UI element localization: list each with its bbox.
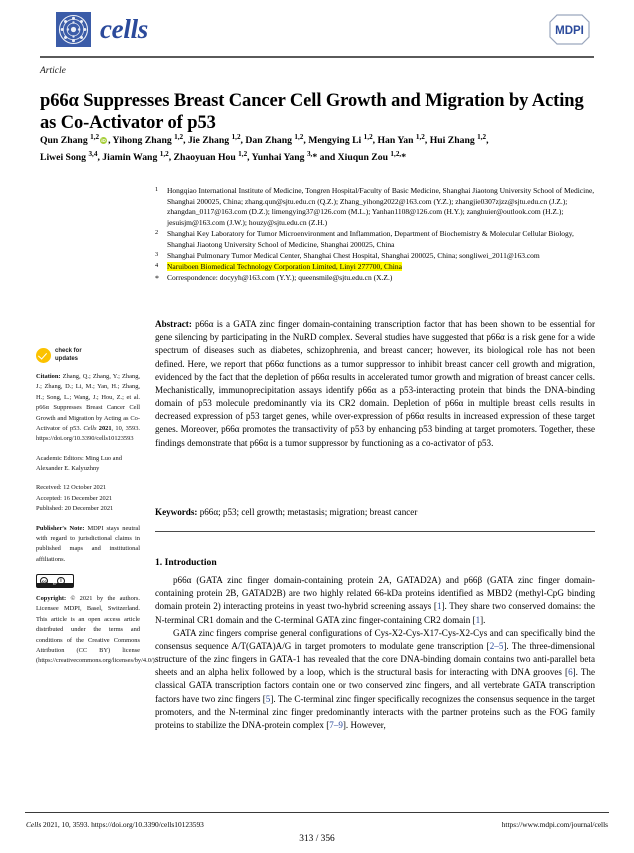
paragraph-1-part-c: ].: [480, 614, 486, 625]
abstract-label: Abstract:: [155, 319, 192, 329]
check-for-updates-label: [55, 348, 82, 363]
academic-editors-block: [36, 454, 140, 475]
published-row: [36, 504, 140, 514]
affiliation-text-highlight: [167, 262, 595, 273]
article-type-label: Article: [40, 66, 66, 76]
publishers-note-block: [36, 524, 140, 566]
affiliation-marker: 1: [155, 186, 159, 193]
affiliation-text: Shanghai Key Laboratory for Tumor Microenvironment and Inflammation, Department of Biochemistry & Molecular Cellular Biology, Shanghai Jiaotong University School of Medicine, Shanghai 200025, China: [167, 229, 574, 249]
published-label: Published:: [36, 505, 63, 513]
keywords-divider: [155, 531, 595, 532]
sidebar: [36, 348, 157, 676]
header-divider: [40, 56, 594, 58]
author-first-name: Qun Zhang: [40, 135, 91, 147]
affiliation-list: [155, 186, 595, 285]
published-value: 20 December 2021: [63, 505, 114, 513]
footer-citation: [26, 820, 204, 829]
accepted-row: [36, 494, 140, 504]
citation-label: Citation:: [36, 373, 61, 380]
affiliation-text: Shanghai Pulmonary Tumor Medical Center, Shanghai Chest Hospital, Shanghai 200025, China; songliwei_2011@163.com: [167, 250, 540, 260]
author-list-remainder: , Yihong Zhang $^{1,2}$, Jie Zhang $^{1,2}$, Dan Zhang $^{1,2}$, Mengying Li $^{1,2}$, Han Yan $^{1,2}$, Hui Zhang $^{1,2}$, Liwei Song $^{3,4}$, Jiamin Wang $^{1,2}$, Zhaoyuan Hou $^{1,2}$, Yunhai Yang $^{3,}$* and Xiuqun Zou $^{1,2,}$*: [40, 133, 489, 164]
paragraph-1-part-a: p66α (GATA zinc finger domain-containing protein 2A, GATAD2A) and p66β (GATA zinc finger domain-containing protein 2B, GATAD2B) are two highly related 66-kDa proteins identified as MBD2 (methyl-CpG binding domain protein 2) interacting proteins in yeast two-hybrid screening assays [: [155, 575, 595, 612]
affiliation-item: [155, 186, 595, 229]
received-row: [36, 483, 140, 493]
paragraph-2: [155, 627, 595, 732]
footer-journal-url[interactable]: https://www.mdpi.com/journal/cells: [501, 820, 608, 829]
author-first-affil-marks: 1,2: [90, 133, 100, 141]
keywords-label: Keywords:: [155, 507, 198, 517]
cc-by-person-icon: i: [57, 577, 65, 585]
cc-circle-icon: cc: [41, 578, 47, 584]
publishers-note-text: MDPI stays neutral with regard to jurisdictional claims in published maps and institutional affiliations.: [36, 524, 141, 563]
paragraph-2-part-a: GATA zinc fingers comprise general configurations of Cys-X2-Cys-X17-Cys-X2-Cys and can specifically bind the consensus sequence A/T(GATA)A/G in target promoters to modulate gene transcription [: [155, 627, 595, 651]
copyright-label: Copyright:: [36, 595, 67, 602]
correspondence-item: [155, 273, 595, 284]
correspondence-text: Correspondence: docyyh@163.com (Y.Y.); queensmile@sjtu.edu.cn (X.Z.): [167, 273, 393, 283]
footer-citation-rest[interactable]: 2021, 10, 3593. https://doi.org/10.3390/cells10123593: [41, 820, 204, 829]
mdpi-logo-text: MDPI: [555, 25, 584, 37]
citation-block: [36, 372, 140, 445]
checkmark-icon: [36, 348, 51, 363]
paragraph-1-part-b: ]. They share two conserved domains: the N-terminal CR1 domain and the C-terminal GATA zinc finger-containing CR2 domain [: [155, 601, 595, 625]
abstract-block: [155, 318, 595, 450]
check-for-updates-badge[interactable]: [36, 348, 140, 363]
affiliation-marker: 4: [155, 261, 159, 269]
publishers-note-label: Publisher's Note:: [36, 524, 85, 532]
citation-journal: Cells: [83, 424, 97, 432]
copyright-text[interactable]: © 2021 by the authors. Licensee MDPI, Basel, Switzerland. This article is an open access article distributed under the terms and conditions of the Creative Commons Attribution (CC BY) license (https://creativecommons.org/licenses/by/4.0/).: [36, 595, 157, 665]
affiliation-text: Hongqiao International Institute of Medicine, Tongren Hospital/Faculty of Basic Medicine, Shanghai Jiaotong University School of Medicine, Shanghai 200025, China; zhang.qun@sjtu.edu.cn (Q.Z.); Zhang_yihong2022@163.com (Y.Z.); zhangjie0307zjzz@sjtu.edu.cn (J.Z.); zhangdan_0117@163.com (D.Z.); limengying37@126.com (M.L.); Yanhan1108@126.com (H.Y.); zanghuier@outlook.com (H.Z.); jesuisjm@163.com (J.W.); houzy@sjtu.edu.cn (Z.H.): [167, 186, 595, 227]
copyright-block: [36, 594, 157, 667]
received-value: 12 October 2021: [61, 484, 107, 492]
orcid-icon[interactable]: [100, 137, 107, 144]
keywords-text: p66α; p53; cell growth; metastasis; migration; breast cancer: [197, 507, 418, 517]
highlight-mark: Naruiboen Biomedical Technology Corporation Limited, Linyi 277700, China: [167, 261, 402, 271]
creative-commons-icon: [36, 574, 74, 588]
cfu-line-1: check for: [55, 348, 82, 355]
paragraph-2-part-c: ]. The classical GATA transcription factors contain one or two conserved zinc fingers, and all vertebrate GATA transcription factors have two zinc fingers [: [155, 667, 595, 704]
abstract-text: p66α is a GATA zinc finger domain-containing transcription factor that has been shown to be essential for gene silencing by participating in the NuRD complex. Several studies have suggested that p66α is a risk gene for a wide spectrum of diseases such as diabetes, schizophrenia, and breast cancer; however, its biological role has not been defined. Here, we report that p66α functions as a tumor suppressor to inhibit breast cancer cell growth and migration, evidenced by the fact that the depletion of p66α results in accelerated tumor growth and migration of breast cancer cells. Mechanistically, immunoprecipitation assays identify p66α as a p53-interacting protein that binds the DNA-binding domain of p53 molecule predominantly via its CR2 domain. Depletion of p66α in multiple breast cells results in decreased expression of p53 target genes, while over-expression of p66α results in increased expression of these target genes. Moreover, p66α promotes the transactivity of p53 by enhancing p53 binding at target promoters. Together, these findings demonstrate that p66α is a tumor suppressor by functioning as a co-activator of p53.: [155, 319, 595, 448]
page-number: 313 / 356: [299, 834, 335, 844]
introduction-body: [155, 574, 595, 732]
citation-link-3[interactable]: 2–5: [489, 640, 504, 651]
accepted-label: Accepted:: [36, 494, 62, 502]
accepted-value: 16 December 2021: [61, 494, 113, 502]
citation-link-5[interactable]: 5: [265, 693, 271, 704]
cc-by-label: BY: [52, 583, 58, 587]
dates-block: [36, 483, 140, 514]
citation-link-1[interactable]: 1: [436, 601, 442, 612]
affiliation-marker: 2: [155, 229, 159, 237]
cfu-line-2: updates: [55, 355, 79, 362]
page-title: p66α Suppresses Breast Cancer Cell Growth and Migration by Acting as Co-Activator of p53: [40, 91, 584, 133]
paragraph-1: [155, 574, 595, 627]
footer-journal-name: Cells: [26, 820, 42, 829]
citation-link-2[interactable]: 1: [475, 614, 481, 625]
citation-text: Zhang, Q.; Zhang, Y.; Zhang, J.; Zhang, D.; Li, M.; Yan, H.; Zhang, H.; Song, L.; Wang, J.; Hou, Z.; et al. p66α Suppresses Breast Cancer Cell Growth and Migration by Acting as Co-Activator of p53.: [36, 373, 140, 432]
journal-title: cells: [100, 14, 148, 44]
received-label: Received:: [36, 484, 62, 492]
affiliation-item: [155, 229, 595, 250]
citation-tail[interactable]: , 10, 3593. https://doi.org/10.3390/cells10123593: [36, 424, 140, 443]
section-heading-introduction: 1. Introduction: [155, 557, 217, 568]
citation-year: 2021: [96, 424, 112, 432]
mdpi-logo-icon: [547, 13, 592, 46]
academic-editors-label: Academic Editors:: [36, 454, 84, 462]
journal-logo: [56, 12, 148, 47]
author-list: [40, 132, 596, 166]
paragraph-2-part-d: ]. The C-terminal zinc finger specifically recognizes the consensus sequence in the target promoters, and the N-terminal zinc finger predominantly interacts with the partner proteins such as the FOG family proteins to stabilize the DNA-protein complex [: [155, 693, 595, 730]
citation-link-4[interactable]: 6: [568, 667, 573, 678]
citation-link-6[interactable]: 7–9: [329, 719, 343, 730]
affiliation-item: [155, 251, 595, 262]
keywords-block: [155, 506, 595, 519]
cells-emblem-icon: [56, 12, 91, 47]
journal-masthead: [40, 12, 594, 54]
footer-divider: [25, 812, 609, 813]
academic-editors-names: Ming Luo and Alexander E. Kalyuzhny: [36, 454, 122, 472]
paragraph-2-part-e: ]. However,: [342, 719, 386, 730]
affiliation-marker: 3: [155, 250, 159, 258]
cc-bar: [37, 583, 73, 587]
paragraph-2-part-b: ]. The three-dimensional structure of the zinc fingers in GATA-1 has revealed that the core DNA-binding domain contains two anti-parallel beta sheets and an alpha helix followed by a loop, which is the structural basis for interacting with DNA grooves [: [155, 640, 596, 678]
affiliation-item-highlighted: [155, 262, 595, 273]
correspondence-marker: *: [155, 274, 159, 284]
